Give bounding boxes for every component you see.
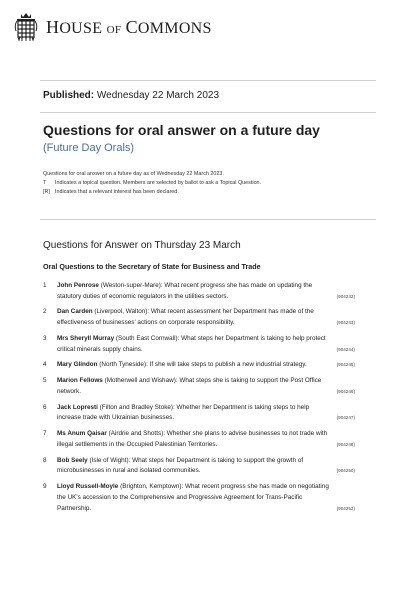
- house-of-commons-wordmark: [46, 17, 212, 38]
- question-text: Whether her Department is taking steps to help increase trade with Ukrainian businesses.: [57, 403, 310, 422]
- section-title: Questions for Answer on Thursday 23 March: [43, 240, 241, 251]
- portcullis-icon: [14, 12, 38, 42]
- legend-key: T: [43, 180, 47, 186]
- divider: [40, 219, 376, 220]
- member-name: Jack Lopresti: [57, 403, 98, 411]
- question-ref: (904242): [336, 293, 355, 299]
- member-name: Marion Fellows: [57, 377, 103, 385]
- question-item: [43, 334, 355, 356]
- document-subtitle: (Future Day Orals): [43, 142, 135, 154]
- constituency: (North Tyneside):: [99, 361, 148, 369]
- constituency: (Brighton, Kemptown):: [120, 483, 184, 491]
- question-ref: (904246): [336, 388, 355, 394]
- question-ref: (904252): [336, 505, 355, 511]
- question-item: [43, 307, 355, 329]
- constituency: (South East Cornwall):: [115, 334, 180, 342]
- legend-text: Indicates a topical question. Members are selected by ballot to ask a Topical Question.: [55, 180, 262, 186]
- member-name: Bob Seely: [57, 456, 88, 464]
- divider: [40, 112, 376, 113]
- member-name: Mrs Sheryll Murray: [57, 334, 115, 342]
- question-text: What steps her Department is taking to support the growth of microbusinesses in rural and isolated communities.: [57, 456, 304, 475]
- member-name: Mary Glindon: [57, 361, 98, 369]
- intro-line: Questions for oral answer on a future day as of Wednesday 22 March 2023.: [43, 171, 224, 177]
- question-item: [43, 376, 355, 398]
- question-text: What recent progress she has made on updating the statutory duties of economic regulators in the utilities sectors.: [57, 282, 313, 300]
- question-ref: (904245): [336, 362, 355, 368]
- question-ref: (904243): [336, 320, 355, 326]
- question-number: 6: [43, 403, 47, 411]
- constituency: (Filton and Bradley Stoke):: [99, 403, 175, 411]
- question-item: [43, 360, 355, 371]
- question-list: [43, 281, 355, 519]
- member-name: John Penrose: [57, 282, 99, 289]
- legend-key: [R]: [43, 189, 50, 195]
- question-number: 2: [43, 308, 47, 316]
- intro-block: [43, 170, 363, 197]
- question-ref: (904250): [336, 468, 355, 474]
- constituency: (Isle of Wight):: [89, 456, 131, 464]
- legend-item: [43, 179, 363, 188]
- question-text: If she will take steps to publish a new industrial strategy.: [149, 361, 307, 369]
- question-number: 8: [43, 456, 47, 464]
- question-text: Whether she plans to advise businesses to not trade with illegal settlements in the Occupied Palestinian Territories.: [57, 430, 328, 448]
- wordmark-part: OMMONS: [137, 19, 212, 37]
- member-name: Lloyd Russell-Moyle: [57, 483, 119, 491]
- question-number: 9: [43, 483, 47, 491]
- question-number: 3: [43, 334, 47, 342]
- department-title: Oral Questions to the Secretary of State for Business and Trade: [43, 262, 261, 271]
- constituency: (Motherwell and Wishaw):: [104, 377, 178, 385]
- constituency: (Airdrie and Shotts):: [108, 430, 166, 438]
- question-number: 1: [43, 282, 47, 289]
- question-item: [43, 281, 355, 303]
- constituency: (Weston-super-Mare):: [100, 282, 163, 289]
- question-number: 5: [43, 377, 47, 385]
- question-text: What steps she is taking to support the Post Office network.: [57, 377, 322, 395]
- legend-item: [43, 188, 363, 197]
- wordmark-part: C: [125, 16, 138, 37]
- wordmark-part: H: [46, 16, 60, 37]
- question-item: [43, 403, 355, 425]
- divider: [40, 80, 376, 81]
- legend-text: Indicates that a relevant interest has been declared.: [55, 189, 179, 195]
- published-date: Wednesday 22 March 2023: [96, 90, 220, 101]
- question-item: [43, 429, 355, 451]
- document-title: Questions for oral answer on a future day: [43, 122, 320, 138]
- wordmark-part: OF: [106, 23, 122, 36]
- published-label: Published:: [43, 90, 95, 101]
- question-ref: (904248): [336, 441, 355, 447]
- question-text: What steps her Department is taking to help protect critical minerals supply chains.: [57, 334, 326, 353]
- question-number: 7: [43, 430, 47, 438]
- house-of-commons-logo: [14, 12, 212, 42]
- member-name: Dan Carden: [57, 308, 93, 316]
- wordmark-part: OUSE: [59, 19, 103, 37]
- question-number: 4: [43, 361, 47, 369]
- question-text: What recent assessment her Department has made of the effectiveness of businesses' actions on corporate responsibility.: [57, 308, 314, 327]
- question-text: What recent progress she has made on negotiating the UK's accession to the Comprehensive and Progressive Agreement for Trans-Pacific Partnership.: [57, 483, 329, 512]
- question-item: [43, 482, 355, 514]
- question-ref: (904244): [336, 346, 355, 352]
- question-ref: (904247): [336, 415, 355, 421]
- member-name: Ms Anum Qaisar: [57, 430, 107, 438]
- constituency: (Liverpool, Walton):: [94, 308, 150, 316]
- question-item: [43, 456, 355, 478]
- published-line: [43, 90, 219, 101]
